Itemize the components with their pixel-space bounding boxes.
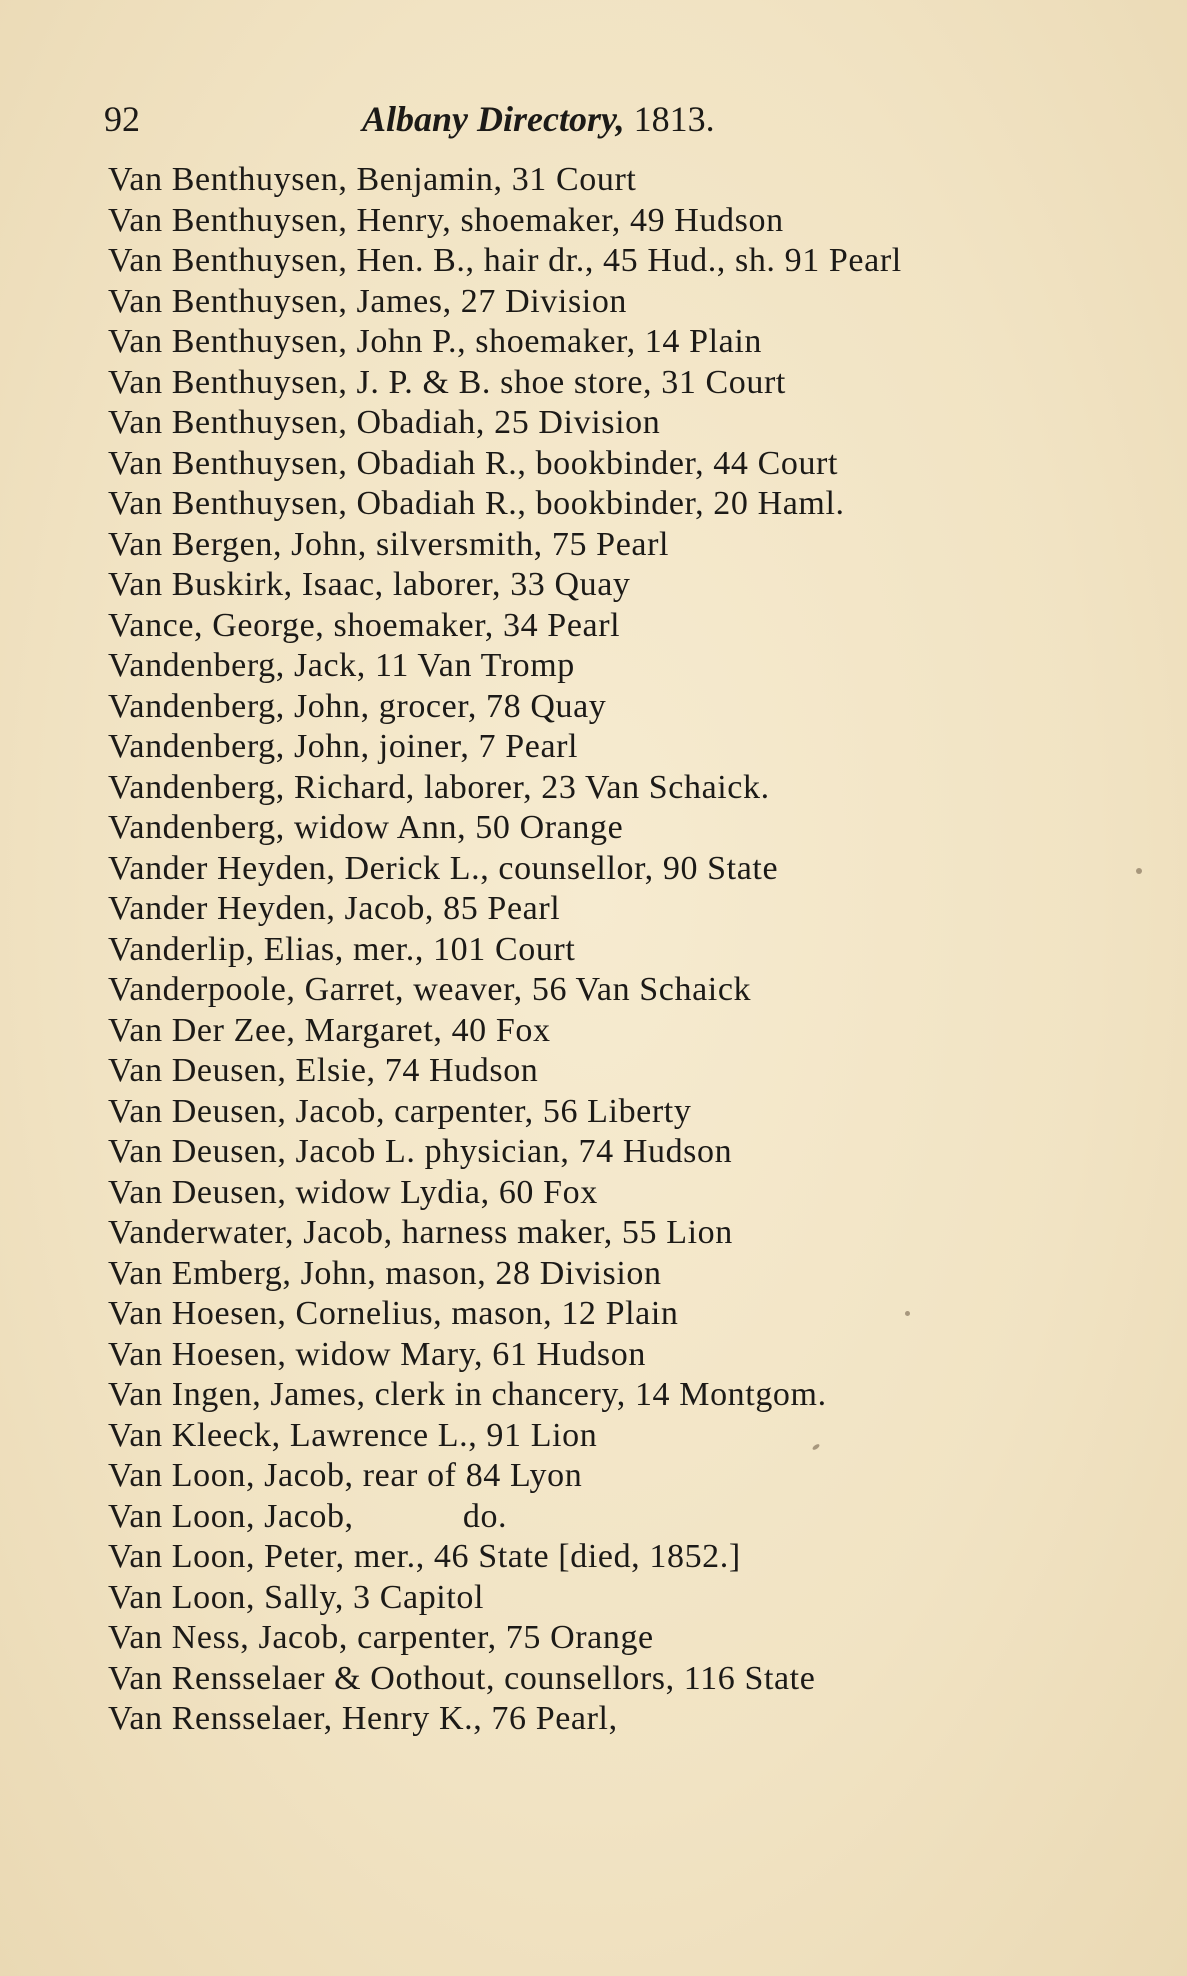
directory-entry: Van Benthuysen, Hen. B., hair dr., 45 Hud., sh. 91 Pearl	[108, 242, 902, 279]
directory-entry: Vander Heyden, Jacob, 85 Pearl	[108, 890, 561, 927]
ink-speck	[1136, 868, 1142, 874]
running-head	[362, 96, 715, 142]
directory-entry: Van Benthuysen, Obadiah R., bookbinder, 44 Court	[108, 444, 839, 482]
page-header	[104, 96, 824, 142]
directory-entry: Van Deusen, Jacob L. physician, 74 Hudson	[108, 1133, 733, 1170]
directory-entry: Van Hoesen, widow Mary, 61 Hudson	[108, 1335, 646, 1373]
directory-entry: Vander Heyden, Derick L., counsellor, 90 State	[108, 849, 779, 887]
ink-speck	[905, 1311, 910, 1316]
directory-entry: Van Loon, Peter, mer., 46 State [died, 1852.]	[108, 1538, 741, 1575]
directory-entry: Van Ness, Jacob, carpenter, 75 Orange	[108, 1619, 654, 1656]
directory-entry: Van Benthuysen, Henry, shoemaker, 49 Hudson	[108, 201, 784, 239]
directory-entry: Vanderlip, Elias, mer., 101 Court	[108, 930, 576, 968]
directory-year: 1813.	[633, 99, 715, 139]
directory-entry: Van Deusen, Elsie, 74 Hudson	[108, 1052, 539, 1089]
directory-entry: Van Ingen, James, clerk in chancery, 14 Montgom.	[108, 1376, 827, 1413]
directory-entry: Van Buskirk, Isaac, laborer, 33 Quay	[108, 566, 631, 603]
directory-entry: Van Kleeck, Lawrence L., 91 Lion	[108, 1416, 598, 1454]
directory-title: Albany Directory,	[362, 99, 625, 139]
directory-entry: Van Loon, Jacob, do.	[108, 1497, 508, 1535]
directory-entries	[108, 160, 1108, 1740]
directory-entry: Vandenberg, John, grocer, 78 Quay	[108, 687, 607, 725]
directory-entry: Van Benthuysen, John P., shoemaker, 14 Plain	[108, 323, 762, 360]
directory-entry: Van Emberg, John, mason, 28 Division	[108, 1254, 662, 1292]
directory-entry: Van Benthuysen, Obadiah, 25 Division	[108, 404, 661, 441]
directory-entry: Vandenberg, Richard, laborer, 23 Van Schaick.	[108, 768, 770, 806]
directory-entry: Vandenberg, John, joiner, 7 Pearl	[108, 728, 579, 765]
directory-entry: Van Deusen, Jacob, carpenter, 56 Liberty	[108, 1092, 692, 1130]
directory-entry: Van Benthuysen, James, 27 Division	[108, 282, 628, 320]
directory-entry: Van Der Zee, Margaret, 40 Fox	[108, 1011, 551, 1049]
directory-entry: Van Rensselaer, Henry K., 76 Pearl,	[108, 1700, 618, 1737]
directory-entry: Van Benthuysen, J. P. & B. shoe store, 31 Court	[108, 363, 786, 401]
directory-entry: Vandenberg, widow Ann, 50 Orange	[108, 809, 624, 846]
directory-entry: Vanderpoole, Garret, weaver, 56 Van Schaick	[108, 971, 752, 1008]
page-number: 92	[104, 99, 140, 139]
directory-entry: Van Benthuysen, Benjamin, 31 Court	[108, 161, 637, 198]
directory-entry: Van Hoesen, Cornelius, mason, 12 Plain	[108, 1295, 679, 1332]
directory-entry: Vanderwater, Jacob, harness maker, 55 Lion	[108, 1214, 733, 1251]
directory-entry: Van Loon, Jacob, rear of 84 Lyon	[108, 1457, 583, 1494]
directory-entry: Van Rensselaer & Oothout, counsellors, 116 State	[108, 1659, 816, 1697]
directory-entry: Van Benthuysen, Obadiah R., bookbinder, 20 Haml.	[108, 485, 845, 522]
directory-entry: Vance, George, shoemaker, 34 Pearl	[108, 606, 621, 644]
directory-entry: Van Deusen, widow Lydia, 60 Fox	[108, 1173, 598, 1211]
directory-entry: Vandenberg, Jack, 11 Van Tromp	[108, 647, 575, 684]
directory-entry: Van Bergen, John, silversmith, 75 Pearl	[108, 525, 670, 563]
directory-entry: Van Loon, Sally, 3 Capitol	[108, 1578, 485, 1616]
